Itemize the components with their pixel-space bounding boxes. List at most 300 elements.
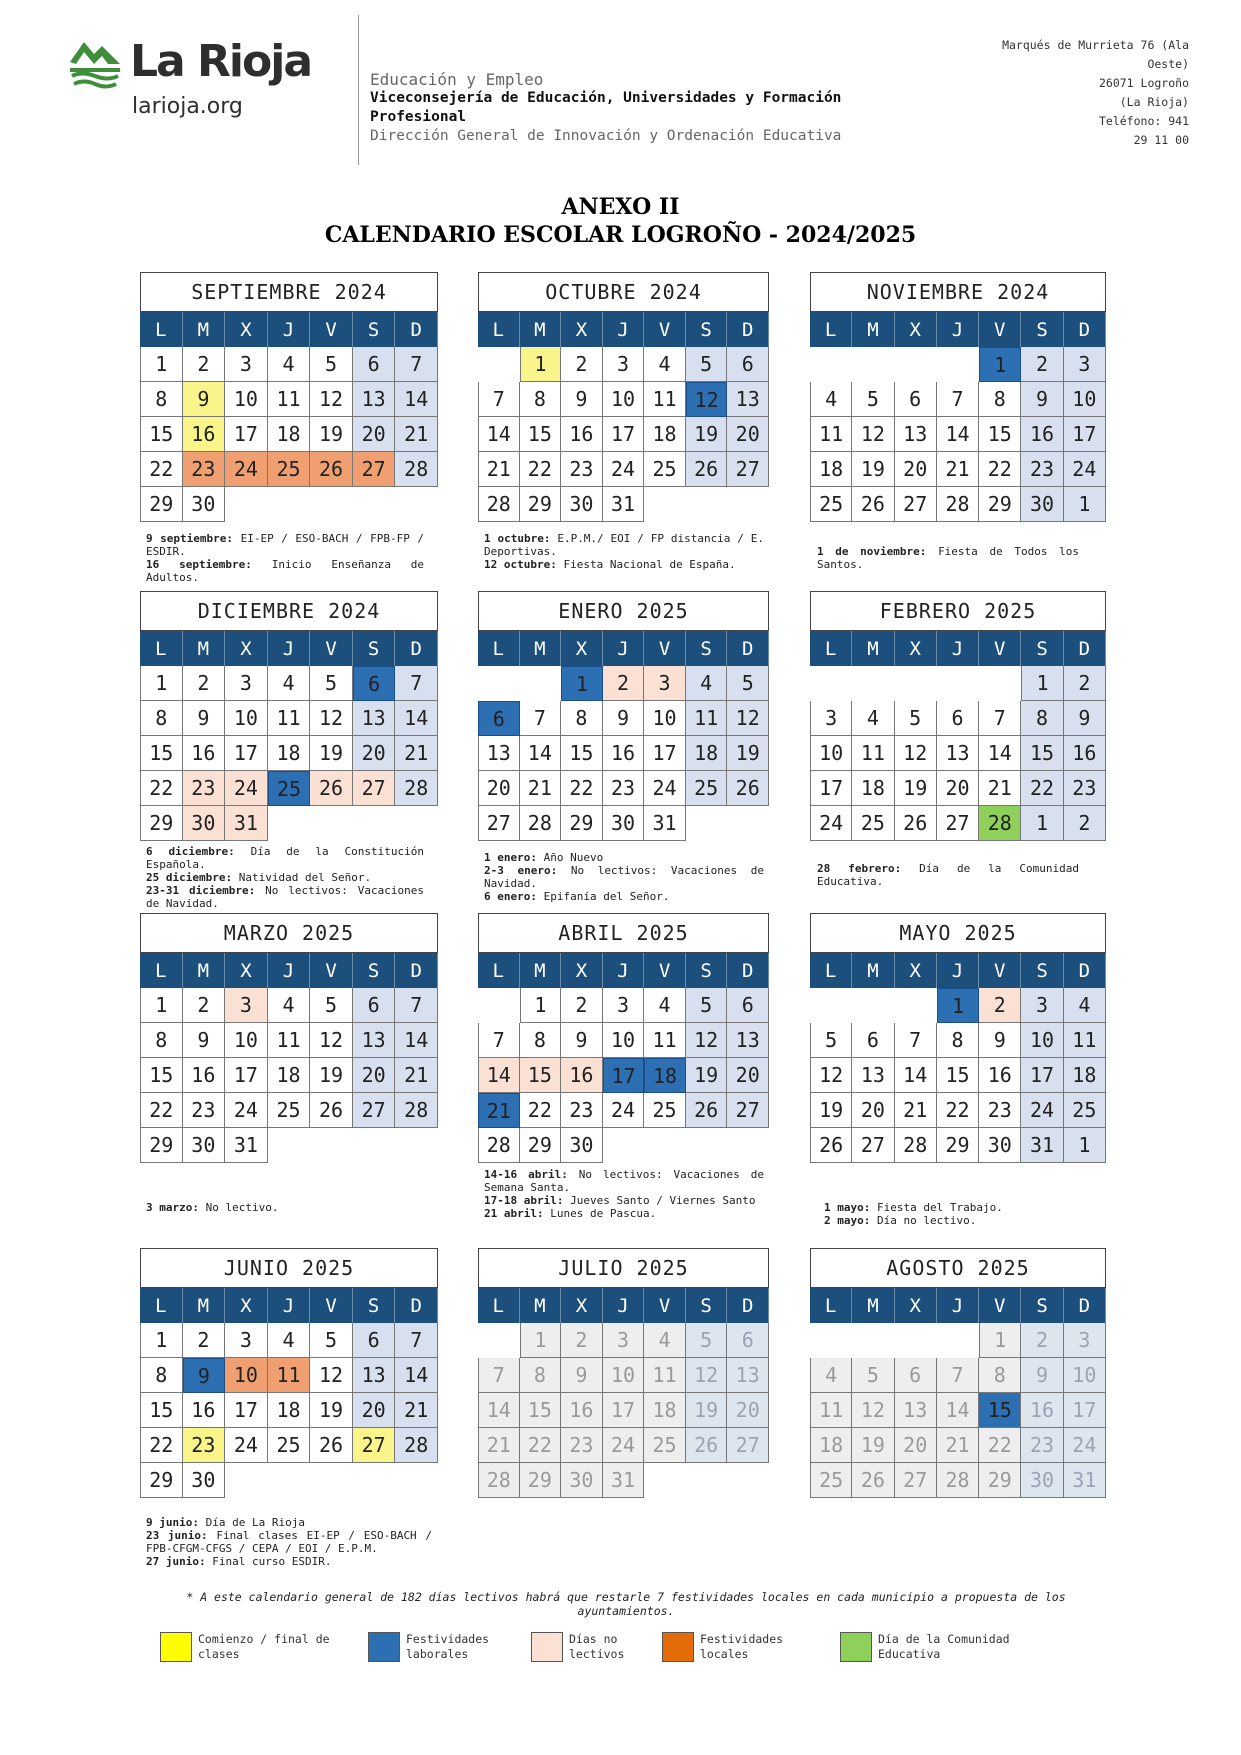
day-cell: 7 [478,1023,520,1058]
day-cell: 6 [727,1323,769,1358]
day-cell: 6 [727,347,769,382]
address-line: 29 11 00 [1133,133,1189,147]
day-cell: 2 [1021,1323,1063,1358]
day-cell: 9 [1064,701,1106,736]
day-cell: 6 [895,1358,937,1393]
day-cell: 7 [395,347,438,382]
note-date: 1 octubre: [484,532,551,545]
note-date: 6 enero: [484,890,537,903]
month-grid [478,1288,769,1498]
month-grid [140,953,438,1163]
note-date: 2-3 enero: [484,864,558,877]
month-grid [810,631,1106,841]
note-date: 2 mayo: [824,1214,871,1227]
day-cell: 13 [478,736,520,771]
day-cell: 5 [810,1023,852,1058]
day-cell: 19 [852,452,894,487]
note-text: Fiesta de Todos los Santos. [817,545,1079,571]
note-date: 27 junio: [146,1555,206,1568]
day-cell: 22 [140,1093,183,1128]
month-january [478,591,769,841]
note-line [484,1194,764,1207]
day-cell: 28 [478,487,520,522]
month-february [810,591,1106,841]
weekday-header: D [1064,953,1106,988]
day-cell: 19 [852,1428,894,1463]
day-cell: 18 [810,1428,852,1463]
day-cell: 24 [225,1093,268,1128]
day-cell: 17 [225,1058,268,1093]
note-line [146,558,424,584]
day-cell: 24 [225,1428,268,1463]
day-cell: 13 [937,736,979,771]
day-cell: 19 [310,1393,353,1428]
day-cell: 24 [603,1428,645,1463]
note-date: 16 septiembre: [146,558,252,571]
day-cell: 18 [810,452,852,487]
day-cell: 28 [478,1463,520,1498]
day-cell: 29 [140,1128,183,1163]
day-cell: 4 [268,347,311,382]
day-cell: 23 [1021,452,1063,487]
day-cell: 2 [183,347,226,382]
weekday-header: D [727,1288,769,1323]
day-cell: 6 [353,347,396,382]
day-cell: 17 [225,736,268,771]
legend-item [531,1632,649,1662]
day-cell: 20 [852,1093,894,1128]
month-grid [810,953,1106,1163]
day-cell: 11 [268,701,311,736]
legend-item [160,1632,348,1662]
weekday-header: M [520,1288,562,1323]
day-cell: 3 [1064,1323,1106,1358]
day-cell: 14 [979,736,1021,771]
day-cell: 15 [140,417,183,452]
day-cell: 11 [810,417,852,452]
day-cell: 16 [183,736,226,771]
legend-label: Festividades locales [700,1632,784,1661]
day-cell: 19 [895,771,937,806]
note-text: Epifanía del Señor. [536,890,670,903]
day-cell: 18 [852,771,894,806]
day-cell: 21 [478,452,520,487]
day-cell: 21 [478,1093,520,1128]
note-line [146,1555,432,1568]
weekday-header: V [310,631,353,666]
day-cell: 19 [310,1058,353,1093]
document-subtitle: CALENDARIO ESCOLAR LOGROÑO - 2024/2025 [324,222,917,248]
day-cell: 3 [603,988,645,1023]
weekday-header: J [937,1288,979,1323]
day-cell: 14 [395,1358,438,1393]
weekday-header: M [183,1288,226,1323]
day-cell: 2 [1064,806,1106,841]
empty-cell [979,666,1021,701]
day-cell: 14 [395,382,438,417]
day-cell: 16 [1021,1393,1063,1428]
weekday-header: L [140,953,183,988]
day-cell: 11 [268,382,311,417]
day-cell: 30 [183,806,226,841]
address-block [955,36,1189,150]
day-cell: 24 [603,452,645,487]
day-cell: 31 [1064,1463,1106,1498]
document-title: ANEXO II [561,194,680,220]
day-cell: 3 [225,347,268,382]
day-cell: 14 [478,417,520,452]
note-line [146,1201,424,1214]
day-cell: 13 [727,1023,769,1058]
day-cell: 2 [183,988,226,1023]
weekday-header: J [603,312,645,347]
day-cell: 22 [979,452,1021,487]
day-cell: 1 [561,666,603,701]
day-cell: 23 [561,1093,603,1128]
day-cell: 25 [1064,1093,1106,1128]
weekday-header: L [810,953,852,988]
day-cell: 21 [979,771,1021,806]
day-cell: 5 [852,1358,894,1393]
day-cell: 12 [310,701,353,736]
day-cell: 2 [1021,347,1063,382]
day-cell: 30 [561,1128,603,1163]
day-cell: 5 [686,988,728,1023]
empty-cell [895,347,937,382]
day-cell: 7 [395,1323,438,1358]
legend-swatch [368,1632,400,1662]
month-grid [140,631,438,841]
day-cell: 18 [268,1393,311,1428]
note-line [484,1168,764,1194]
legend-swatch [662,1632,694,1662]
day-cell: 30 [183,487,226,522]
day-cell: 1 [520,988,562,1023]
weekday-header: J [937,953,979,988]
weekday-header: M [852,953,894,988]
weekday-header: X [561,1288,603,1323]
day-cell: 25 [810,487,852,522]
day-cell: 2 [603,666,645,701]
day-cell: 6 [852,1023,894,1058]
day-cell: 9 [561,1023,603,1058]
day-cell: 8 [140,1358,183,1393]
day-cell: 25 [644,1093,686,1128]
notes-october [484,532,764,571]
note-text: Fiesta del Trabajo. [870,1201,1003,1214]
weekday-header: V [644,1288,686,1323]
day-cell: 16 [1021,417,1063,452]
weekday-header: X [225,312,268,347]
address-line: Teléfono: 941 [1098,114,1189,128]
note-line [484,890,764,903]
day-cell: 24 [225,771,268,806]
day-cell: 1 [1064,487,1106,522]
day-cell: 12 [852,417,894,452]
note-line [146,845,424,871]
day-cell: 27 [727,1093,769,1128]
day-cell: 30 [603,806,645,841]
day-cell: 28 [395,1428,438,1463]
day-cell: 11 [686,701,728,736]
empty-cell [937,1323,979,1358]
note-date: 17-18 abril: [484,1194,564,1207]
weekday-header: X [895,312,937,347]
day-cell: 8 [520,1358,562,1393]
day-cell: 19 [310,736,353,771]
day-cell: 28 [937,487,979,522]
day-cell: 2 [561,347,603,382]
day-cell: 20 [353,1058,396,1093]
weekday-header: D [1064,1288,1106,1323]
weekday-header: X [895,953,937,988]
month-grid [478,953,769,1163]
day-cell: 21 [395,1393,438,1428]
day-cell: 20 [895,1428,937,1463]
empty-cell [478,666,520,701]
day-cell: 26 [686,452,728,487]
day-cell: 10 [225,1358,268,1393]
day-cell: 4 [1064,988,1106,1023]
day-cell: 10 [603,1358,645,1393]
day-cell: 13 [895,417,937,452]
weekday-header: S [1021,631,1063,666]
day-cell: 23 [561,452,603,487]
day-cell: 3 [225,666,268,701]
day-cell: 29 [520,487,562,522]
month-grid [478,631,769,841]
day-cell: 20 [353,417,396,452]
note-date: 23-31 diciembre: [146,884,256,897]
empty-cell [937,347,979,382]
note-line [146,884,424,910]
day-cell: 4 [268,988,311,1023]
month-title: OCTUBRE 2024 [478,272,769,312]
day-cell: 7 [478,382,520,417]
day-cell: 17 [1064,1393,1106,1428]
empty-cell [937,666,979,701]
day-cell: 3 [1064,347,1106,382]
note-text: Día de la Constitución Española. [146,845,424,871]
day-cell: 10 [603,382,645,417]
day-cell: 14 [478,1393,520,1428]
day-cell: 30 [183,1463,226,1498]
department-block [370,70,914,146]
day-cell: 9 [1021,382,1063,417]
empty-cell [520,666,562,701]
day-cell: 20 [727,417,769,452]
day-cell: 4 [644,347,686,382]
weekday-header: D [395,312,438,347]
day-cell: 15 [520,1393,562,1428]
day-cell: 6 [478,701,520,736]
day-cell: 5 [895,701,937,736]
weekday-header: V [979,1288,1021,1323]
day-cell: 12 [686,382,728,417]
day-cell: 26 [810,1128,852,1163]
notes-february [817,862,1079,888]
day-cell: 1 [520,1323,562,1358]
note-date: 1 enero: [484,851,537,864]
weekday-header: V [644,953,686,988]
empty-cell [852,666,894,701]
weekday-header: D [1064,312,1106,347]
day-cell: 20 [895,452,937,487]
day-cell: 5 [852,382,894,417]
day-cell: 15 [561,736,603,771]
empty-cell [852,988,894,1023]
day-cell: 22 [979,1428,1021,1463]
day-cell: 19 [310,417,353,452]
day-cell: 26 [852,1463,894,1498]
day-cell: 3 [644,666,686,701]
day-cell: 2 [183,1323,226,1358]
department-name: Educación y Empleo [370,70,544,89]
month-july [478,1248,769,1498]
note-text: Día de la Comunidad Educativa. [817,862,1079,888]
day-cell: 29 [520,1463,562,1498]
day-cell: 31 [225,806,268,841]
empty-cell [895,666,937,701]
logo-name: La Rioja [130,36,312,87]
day-cell: 26 [310,1093,353,1128]
note-text: Final curso ESDIR. [205,1555,332,1568]
note-text: Fiesta Nacional de España. [556,558,736,571]
note-text: No lectivos: Vacaciones de Navidad. [146,884,424,910]
weekday-header: L [810,1288,852,1323]
day-cell: 22 [520,452,562,487]
day-cell: 2 [183,666,226,701]
month-june [140,1248,438,1498]
day-cell: 16 [603,736,645,771]
day-cell: 24 [810,806,852,841]
weekday-header: J [603,1288,645,1323]
day-cell: 21 [937,452,979,487]
day-cell: 27 [353,1093,396,1128]
day-cell: 12 [310,1023,353,1058]
day-cell: 26 [310,1428,353,1463]
day-cell: 1 [1064,1128,1106,1163]
day-cell: 1 [140,988,183,1023]
month-title: MARZO 2025 [140,913,438,953]
note-text: No lectivos: Vacaciones de Semana Santa. [484,1168,764,1194]
day-cell: 25 [268,771,311,806]
day-cell: 27 [895,487,937,522]
footnote: * A este calendario general de 182 días lectivos habrá que restarle 7 festividades locales en cada municipio a propuesta de los ayuntamientos. [186,1590,1066,1618]
day-cell: 29 [140,806,183,841]
notes-may [824,1201,1086,1227]
day-cell: 2 [561,988,603,1023]
note-text: E.P.M./ EOI / FP distancia / E. Deportivas. [484,532,765,558]
day-cell: 31 [225,1128,268,1163]
note-text: Inicio Enseñanza de Adultos. [146,558,425,584]
day-cell: 2 [561,1323,603,1358]
day-cell: 3 [603,1323,645,1358]
day-cell: 3 [1021,988,1063,1023]
day-cell: 1 [140,1323,183,1358]
day-cell: 19 [686,1058,728,1093]
day-cell: 8 [979,1358,1021,1393]
day-cell: 28 [979,806,1021,841]
day-cell: 21 [520,771,562,806]
note-date: 6 diciembre: [146,845,235,858]
day-cell: 15 [520,1058,562,1093]
day-cell: 5 [310,666,353,701]
day-cell: 8 [140,1023,183,1058]
day-cell: 20 [727,1393,769,1428]
day-cell: 9 [561,1358,603,1393]
month-title: DICIEMBRE 2024 [140,591,438,631]
weekday-header: D [395,1288,438,1323]
day-cell: 1 [937,988,979,1023]
month-grid [810,312,1106,522]
day-cell: 7 [395,988,438,1023]
note-text: No lectivos: Vacaciones de Navidad. [484,864,764,890]
day-cell: 13 [852,1058,894,1093]
weekday-header: S [1021,312,1063,347]
legend-item [368,1632,506,1662]
day-cell: 31 [603,1463,645,1498]
day-cell: 7 [395,666,438,701]
day-cell: 11 [852,736,894,771]
day-cell: 1 [520,347,562,382]
weekday-header: V [310,1288,353,1323]
weekday-header: S [353,1288,396,1323]
weekday-header: S [686,1288,728,1323]
weekday-header: M [852,631,894,666]
notes-november [817,545,1079,571]
day-cell: 7 [979,701,1021,736]
note-date: 14-16 abril: [484,1168,568,1181]
note-date: 1 de noviembre: [817,545,927,558]
day-cell: 5 [310,1323,353,1358]
day-cell: 26 [686,1093,728,1128]
day-cell: 25 [686,771,728,806]
note-line [484,558,764,571]
month-grid [478,312,769,522]
day-cell: 2 [1064,666,1106,701]
day-cell: 14 [895,1058,937,1093]
day-cell: 13 [353,1023,396,1058]
note-date: 28 febrero: [817,862,902,875]
day-cell: 3 [225,1323,268,1358]
weekday-header: X [895,1288,937,1323]
day-cell: 18 [644,1058,686,1093]
day-cell: 21 [395,1058,438,1093]
day-cell: 13 [353,382,396,417]
day-cell: 20 [937,771,979,806]
weekday-header: X [225,953,268,988]
day-cell: 26 [727,771,769,806]
month-august [810,1248,1106,1498]
day-cell: 1 [140,347,183,382]
day-cell: 13 [353,1358,396,1393]
day-cell: 7 [895,1023,937,1058]
day-cell: 17 [603,1393,645,1428]
day-cell: 11 [644,1358,686,1393]
legend-label: Comienzo / final de clases [198,1632,330,1661]
day-cell: 10 [1064,382,1106,417]
day-cell: 11 [644,382,686,417]
notes-march [146,1201,424,1214]
day-cell: 18 [1064,1058,1106,1093]
month-title: ABRIL 2025 [478,913,769,953]
month-november [810,272,1106,522]
day-cell: 28 [937,1463,979,1498]
day-cell: 5 [310,988,353,1023]
note-date: 9 junio: [146,1516,199,1529]
note-line [817,545,1079,571]
